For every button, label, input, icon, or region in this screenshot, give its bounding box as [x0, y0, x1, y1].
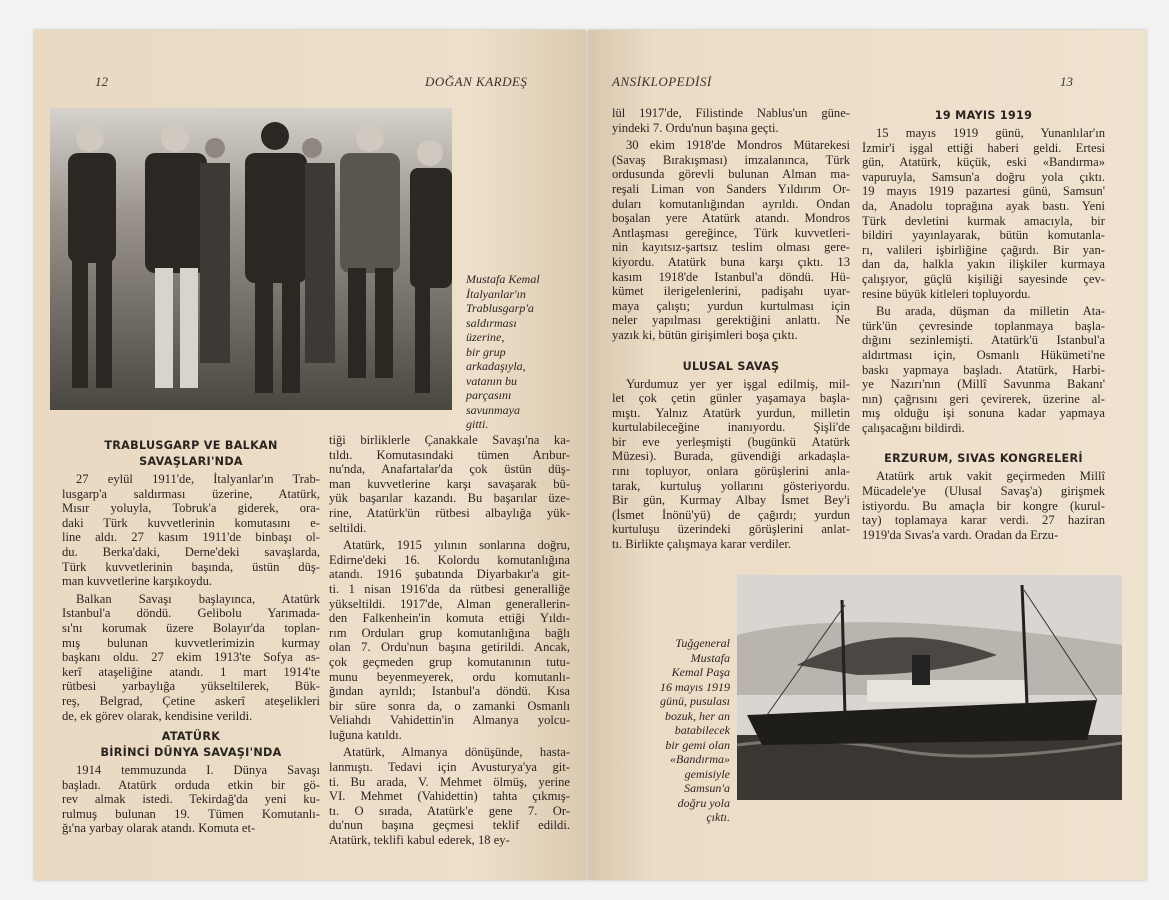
caption-line: bir grup: [466, 344, 506, 359]
text-line: kurtuluşu üzerindeki görüşlerini anlat-: [612, 522, 850, 537]
text-line: rım Orduları grup komutanlığına bağlı: [329, 625, 570, 640]
text-line: 19 mayıs 1919 pazartesi günü, Samsun': [862, 184, 1105, 199]
section-heading-line: ULUSAL SAVAŞ: [682, 359, 780, 373]
paragraph: [862, 304, 1105, 435]
text-line: Bir gün, Kurmay Albay İsmet Bey'i: [612, 493, 850, 508]
text-line: dan da, halkla yakın ilişkiler kurmaya: [862, 257, 1105, 272]
text-line: tay) toplamaya karar verdi. 27 haziran: [862, 513, 1105, 528]
paragraph: [862, 126, 1105, 301]
caption-line: «Bandırma»: [670, 752, 730, 766]
text-line: ti. Bu arada, V. Mehmet ölmüş, yerine: [329, 774, 570, 789]
text-column-3: [612, 106, 850, 555]
paragraph: [329, 433, 570, 535]
caption-line: doğru yola: [677, 795, 730, 810]
section-heading: [62, 729, 320, 761]
text-line: Türk devletini kurmak amacıyla, bir: [862, 213, 1105, 228]
text-line: boşalan yere Atatürk atandı. Mondros: [612, 211, 850, 226]
caption-line: günü, pusulası: [659, 694, 730, 708]
section-heading: [62, 438, 320, 470]
text-line: rev almak istedi. Tekirdağ'da yeni ku-: [62, 792, 320, 807]
text-line: reş, Belgrad, Çetine askerî ateşelikleri: [62, 693, 320, 708]
text-line: türk'ün çevresinde toplanmaya başla-: [862, 318, 1105, 333]
text-line: luğuna katıldı.: [329, 727, 402, 742]
text-line: yükseltildi. 1917'de, Alman generallerin-: [329, 596, 570, 611]
text-line: 1914 temmuzunda I. Dünya Savaşı: [76, 763, 320, 778]
text-line: (İsmet İnönü'yü) de çağırdı; yurdun: [612, 507, 850, 522]
text-line: dığını sezinlemişti. Atatürk'ü Istanbul'a: [862, 333, 1105, 348]
text-line: maya çalıştı; yurdun kurtulması için: [612, 298, 850, 313]
text-line: çalışacağını bildirdi.: [862, 420, 965, 435]
text-line: çok geçmeden grup komutanının tutu-: [329, 654, 570, 669]
text-line: Mücadele'ye (Ulusal Savaş'a) girişmek: [862, 484, 1105, 499]
text-line: mıştı. Yalnız Atatürk yurdun, milletin: [612, 405, 850, 420]
text-line: rine, Atatürk'ün rütbesi albaylığa yük-: [329, 505, 570, 520]
text-line: bildiri yayınlayarak, bütün komutanla-: [862, 228, 1105, 243]
text-line: nin kayıtsız-şartsız teslim olması gere-: [612, 240, 850, 255]
caption-line: batabilecek: [674, 723, 730, 737]
text-column-4: [862, 102, 1105, 545]
section-heading-line: TRABLUSGARP VE BALKAN: [104, 439, 278, 452]
caption-line: gitti.: [466, 417, 489, 431]
running-head-right: ANSİKLOPEDİSİ: [612, 74, 712, 89]
text-column-2: [329, 433, 570, 851]
text-line: tı. O sırada, Atatürk'e gene 7. Or-: [329, 803, 570, 818]
section-heading-line: ATATÜRK: [161, 730, 221, 744]
paragraph: [612, 138, 850, 342]
text-line: nu'nda, Anafartalar'da çok üstün düş-: [329, 462, 570, 477]
text-line: VI. Mehmet (Vahidettin) tahta çıkmış-: [329, 789, 570, 804]
section-heading: [862, 451, 1105, 467]
text-line: 15 mayıs 1919 günü, Yunanlılar'ın: [876, 126, 1105, 140]
caption-line: savunmaya: [466, 402, 520, 417]
text-line: Veliahdı Vahidettin'in Almanya yolcu-: [329, 713, 570, 728]
paragraph: [62, 472, 320, 589]
text-line: istiyordu. Bu amaçla bir kongre (kurul-: [862, 498, 1105, 513]
text-line: rını topluyor, onlara görüşlerini anla-: [612, 464, 850, 479]
text-line: du. Berka'daki, Derne'deki savaşlarda,: [62, 544, 320, 559]
caption-line: parçasını: [466, 388, 512, 402]
text-line: yazık ki, bütün girişimleri boşa çıktı.: [612, 327, 798, 342]
text-line: seltildi.: [329, 520, 367, 535]
caption-line: bozuk, her an: [665, 708, 730, 723]
text-line: Müzesi). Burada, güvendiği arkadaşla-: [612, 449, 850, 464]
text-line: İzmir'i işgal ettiği haberi geldi. Ertesi: [862, 140, 1105, 155]
text-line: den Falkenhein'in komuta ettiği Yıldı-: [329, 611, 570, 626]
text-line: yindeki 7. Ordu'nun başına geçti.: [612, 120, 779, 135]
section-heading-line: 19 MAYIS 1919: [934, 109, 1033, 122]
caption-line: üzerine,: [466, 330, 505, 344]
text-line: duları komutanlığından ayrıldı. Ondan: [612, 196, 850, 211]
text-line: sı'nı korumak üzere Bolayır'da toplan-: [62, 620, 320, 635]
section-heading-line: BİRİNCİ DÜNYA SAVAŞI'NDA: [100, 746, 282, 760]
text-line: Mısır yoluyla, Tobruk'a giderek, ora-: [62, 501, 320, 516]
paragraph: [62, 763, 320, 836]
text-line: daki Türk kuvvetlerinin komutasını e-: [62, 515, 320, 530]
text-line: bir eve yerleşmişti (bugünkü Atatürk: [612, 434, 850, 449]
paragraph: [862, 469, 1105, 542]
paragraph: [612, 106, 850, 135]
text-line: kümet ilerigelenlerini, padişahı uyar-: [612, 284, 850, 299]
text-line: Istanbul'a döndü. Gelibolu Yarımada-: [62, 606, 320, 621]
photo-ship-bandirma: [737, 575, 1122, 800]
text-line: 30 ekim 1918'de Mondros Mütarekesi: [626, 138, 850, 153]
text-line: munu beyenmeyerek, ordu komutanlı-: [329, 669, 570, 684]
paragraph: [329, 745, 570, 847]
text-line: neler yapılması gerektiğini anlattı. Ne: [612, 313, 850, 328]
caption-line: çıktı.: [706, 810, 730, 824]
text-line: yük başarılar kazandı. Bu başarılar üze-: [329, 491, 570, 506]
text-line: kerî ataşeliğine atandı. 1 mart 1914'te: [62, 664, 320, 679]
text-line: Türk kuvvetlerinin başında, üstün düş-: [62, 559, 320, 574]
text-line: Atatürk artık vakit geçirmeden Millî: [876, 469, 1105, 484]
text-line: de, ek görev olarak, kendisine verildi.: [62, 708, 253, 723]
caption-line: Samsun'a: [684, 781, 730, 795]
text-line: reşali Liman von Sanders Yıldırım Or-: [612, 181, 850, 196]
text-line: atandı. 1916 şubatında Diyarbakır'a git-: [329, 567, 570, 582]
text-line: gün, Atatürk, küçük, eski «Bandırma»: [862, 155, 1105, 170]
caption-line: Kemal Paşa: [671, 665, 730, 679]
text-column-1: [62, 432, 320, 839]
text-line: 1919'da Sıvas'a vardı. Oradan da Erzu-: [862, 527, 1059, 542]
text-line: ti. 1 nisan 1916'da da rütbesi generalliğe: [329, 581, 570, 596]
text-line: Atatürk, teklifi kabul ederek, 18 ey-: [329, 833, 510, 848]
text-line: aldırtması için, Osmanlı Hükümeti'ne: [862, 347, 1105, 362]
section-heading: [612, 359, 850, 375]
text-line: Bu arada, düşman da milletin Ata-: [876, 304, 1105, 319]
text-line: baskı yapmaya başladı. Atatürk, Harbi-: [862, 362, 1105, 377]
text-line: başladı. Atatürk orduda etkin bir gö-: [62, 777, 320, 792]
text-line: du'nun başına geçmesi teklif edildi.: [329, 818, 570, 833]
text-line: man kuvvetlerine karşıkoydu.: [62, 574, 213, 589]
text-line: tiği birliklerle Çanakkale Savaşı'na ka-: [329, 433, 570, 447]
caption-line: Tuğgeneral: [675, 636, 730, 650]
section-heading-line: SAVAŞLARI'NDA: [139, 455, 243, 468]
text-line: da, Anadolu toprağına ayak bastı. Yeni: [862, 198, 1105, 213]
section-heading: [862, 108, 1105, 124]
text-line: lül 1917'de, Filistinde Nablus'un güne-: [612, 106, 850, 120]
text-line: ğı'na yarbay olarak atandı. Komuta et-: [62, 821, 256, 836]
caption-line: 16 mayıs 1919: [660, 679, 730, 694]
text-line: kiyordu. Atatürk buna karşı çıktı. 13: [612, 254, 850, 269]
text-line: rütbesi yarbaylığa yükseltilerek, Bük-: [62, 679, 320, 694]
text-line: lanmıştı. Tedavi için Avusturya'ya git-: [329, 760, 570, 775]
caption-line: Trablusgarp'a: [466, 301, 534, 315]
text-line: tarak, kurtuluş yollarını gösteriyordu.: [612, 478, 850, 493]
text-line: nın) çağrısını geri çevirerek, üzerine al-: [862, 391, 1105, 406]
text-line: olan 7. Ordu'nun başına getirildi. Ancak,: [329, 640, 570, 655]
paragraph: [62, 592, 320, 723]
running-head-left: DOĞAN KARDEŞ: [425, 74, 528, 89]
text-line: çalışıyor, güçlü kişiliği sayesinde çev-: [862, 271, 1105, 286]
photo-soldiers-caption: [466, 272, 540, 432]
text-line: Yurdumuz yer yer işgal edilmiş, mil-: [626, 376, 850, 391]
text-line: man kuvvetlerine karşı savaşarak bü-: [329, 476, 570, 491]
text-line: ordusunda görevli bulunan Alman ma-: [612, 167, 850, 182]
text-line: Antlaşması gereğince, Türk kuvvetleri-: [612, 225, 850, 240]
caption-line: Mustafa: [690, 650, 730, 665]
text-line: mış olduğu işi sonuna kadar yapmaya: [862, 406, 1105, 421]
text-line: rulmuş bulunan 19. Tümen Komutanlı-: [62, 806, 320, 821]
text-line: lusgarp'a saldırması üzerine, Atatürk,: [62, 486, 320, 501]
page-number-right: 13: [1060, 74, 1073, 89]
text-line: ğından ayrıldı; Istanbul'a döndü. Kısa: [329, 684, 570, 699]
text-line: Edirne'deki 16. Kolordu komutanlığına: [329, 552, 570, 567]
text-line: Balkan Savaşı başlayınca, Atatürk: [76, 591, 320, 606]
caption-line: bir gemi olan: [665, 737, 730, 752]
text-line: bir süre sonra da, o zamanki Osmanlı: [329, 698, 570, 713]
paragraph: [329, 538, 570, 742]
section-heading-line: ERZURUM, SIVAS KONGRELERİ: [884, 452, 1083, 466]
photo-soldiers: [50, 108, 452, 410]
text-line: let çok çetin günler yaşamaya başla-: [612, 391, 850, 406]
text-line: mış bulunan kuvvetlerimizin kurmay: [62, 635, 320, 650]
text-line: resine büyük kitleleri topluyordu.: [862, 286, 1031, 301]
caption-line: arkadaşıyla,: [466, 359, 526, 373]
text-line: (Savaş Bırakışması) imzalanınca, Türk: [612, 152, 850, 167]
text-line: tı. Birlikte çalışmaya karar verdiler.: [612, 537, 792, 552]
caption-line: Mustafa Kemal: [466, 272, 540, 286]
caption-line: vatanın bu: [466, 373, 517, 388]
text-line: kasım 1918'de Istanbul'a döndü. Hü-: [612, 269, 850, 284]
caption-line: saldırması: [466, 315, 517, 330]
text-line: 27 eylül 1911'de, İtalyanlar'ın Trab-: [76, 472, 320, 486]
text-line: ye Nazırı'nın (Millî Savunma Bakanı': [862, 377, 1105, 392]
paragraph: [612, 377, 850, 552]
text-line: başkanı oldu. 27 ekim 1913'te Sofya as-: [62, 650, 320, 665]
caption-line: gemisiyle: [684, 766, 730, 781]
text-line: Atatürk, Almanya dönüşünde, hasta-: [343, 745, 570, 760]
text-line: line aldı. 27 kasım 1911'de binbaşı ol-: [62, 530, 320, 545]
text-line: Atatürk, 1915 yılının sonlarına doğru,: [343, 538, 570, 553]
text-line: kurtulabileceğine inanıyordu. Şişli'de: [612, 420, 850, 435]
text-line: vapuruyla, Samsun'a doğru yola çıktı.: [862, 169, 1105, 184]
text-line: tıldı. Komutasındaki tümen Arıbur-: [329, 447, 570, 462]
caption-line: İtalyanlar'ın: [466, 286, 526, 301]
text-line: rı, valileri işbirliğine çağırdı. Bir yan-: [862, 242, 1105, 257]
photo-ship-caption: [600, 636, 730, 825]
page-number-left: 12: [95, 74, 108, 89]
